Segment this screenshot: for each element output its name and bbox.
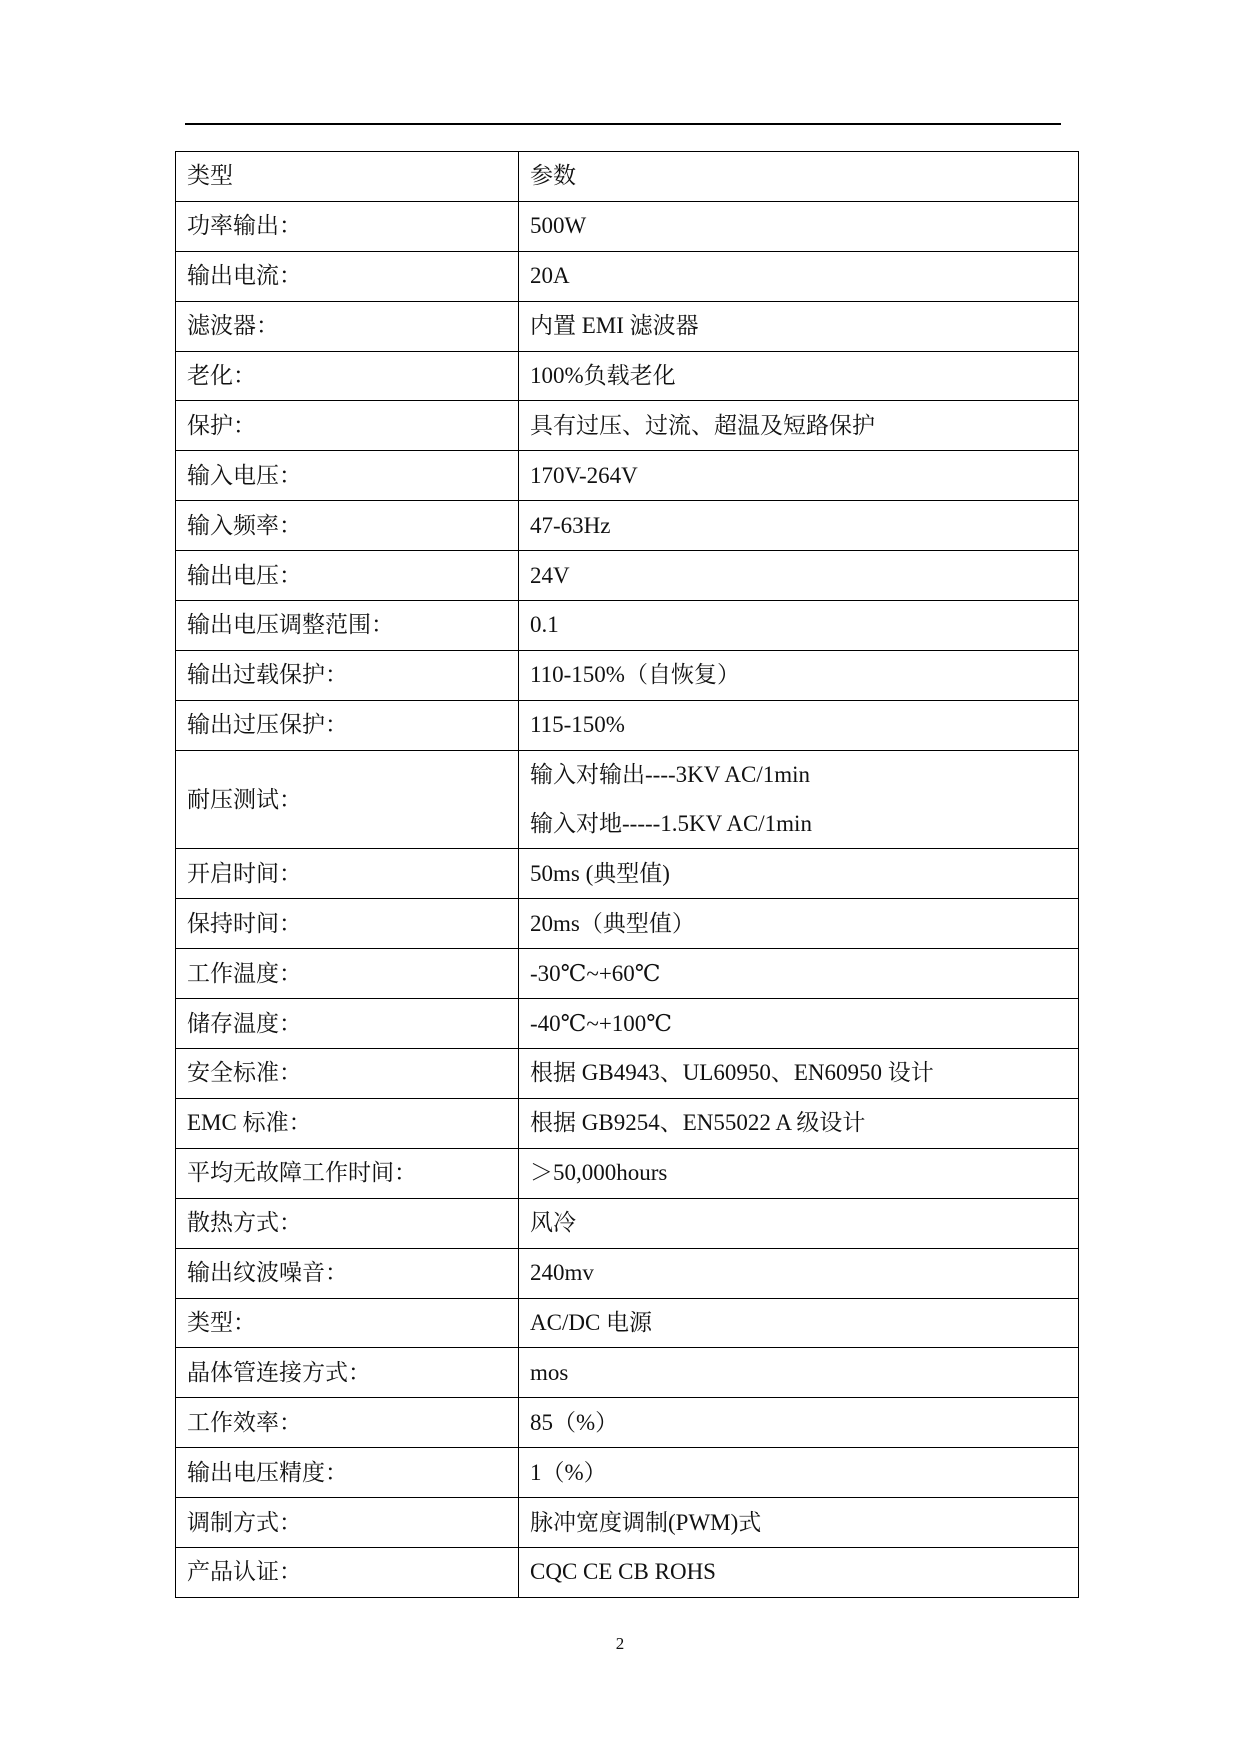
row-value: 24V <box>519 551 1079 601</box>
row-label: 功率输出： <box>176 201 519 251</box>
row-value: CQC CE CB ROHS <box>519 1547 1079 1597</box>
table-row <box>176 1498 1079 1548</box>
row-value: 85（%） <box>519 1398 1079 1448</box>
row-label: 工作效率： <box>176 1398 519 1448</box>
row-label: 输出电流： <box>176 251 519 301</box>
withstand-line-1: 输入对输出----3KV AC/1min <box>530 761 811 787</box>
header-rule <box>185 123 1061 125</box>
table-row <box>176 1298 1079 1348</box>
row-label: 输出过压保护： <box>176 700 519 750</box>
row-value: 50ms (典型值) <box>519 849 1079 899</box>
row-value: 20ms（典型值） <box>519 899 1079 949</box>
table-row <box>176 1098 1079 1148</box>
row-label: 晶体管连接方式： <box>176 1348 519 1398</box>
row-label: 输出电压： <box>176 551 519 601</box>
row-label: EMC 标准： <box>176 1098 519 1148</box>
row-value: 1（%） <box>519 1448 1079 1498</box>
row-label: 类型： <box>176 1298 519 1348</box>
row-value: 170V-264V <box>519 451 1079 501</box>
row-value: 100%负载老化 <box>519 351 1079 401</box>
table-row <box>176 1348 1079 1398</box>
row-label: 产品认证： <box>176 1547 519 1597</box>
row-value: -30℃~+60℃ <box>519 949 1079 999</box>
row-label: 输出过载保护： <box>176 650 519 700</box>
table-row <box>176 1198 1079 1248</box>
page-number: 2 <box>615 1634 625 1653</box>
row-label: 工作温度： <box>176 949 519 999</box>
row-label: 储存温度： <box>176 999 519 1049</box>
row-label: 保持时间： <box>176 899 519 949</box>
row-value: 0.1 <box>519 601 1079 651</box>
row-label: 输入频率： <box>176 501 519 551</box>
table-row <box>176 451 1079 501</box>
header-type: 类型 <box>176 152 519 202</box>
table-row <box>176 899 1079 949</box>
row-value: mos <box>519 1348 1079 1398</box>
table-row <box>176 999 1079 1049</box>
table-row <box>176 700 1079 750</box>
row-label: 开启时间： <box>176 849 519 899</box>
row-value: ＞50,000hours <box>519 1148 1079 1198</box>
table-row <box>176 201 1079 251</box>
row-value: 具有过压、过流、超温及短路保护 <box>519 401 1079 451</box>
row-label: 保护： <box>176 401 519 451</box>
table-row <box>176 551 1079 601</box>
row-value: 根据 GB9254、EN55022 A 级设计 <box>519 1098 1079 1148</box>
table-row <box>176 1398 1079 1448</box>
table-row <box>176 1547 1079 1597</box>
row-value: 风冷 <box>519 1198 1079 1248</box>
table-row <box>176 1248 1079 1298</box>
row-label: 输入电压： <box>176 451 519 501</box>
row-label: 老化： <box>176 351 519 401</box>
table-row <box>176 301 1079 351</box>
row-label: 耐压测试： <box>176 750 519 849</box>
table-row <box>176 501 1079 551</box>
row-value: 110-150%（自恢复） <box>519 650 1079 700</box>
row-value: 115-150% <box>519 700 1079 750</box>
table-row <box>176 1148 1079 1198</box>
row-value: 20A <box>519 251 1079 301</box>
table-row <box>176 351 1079 401</box>
row-value: 240mv <box>519 1248 1079 1298</box>
table-row-withstand <box>176 750 1079 849</box>
spec-table <box>175 151 1079 1598</box>
row-label: 散热方式： <box>176 1198 519 1248</box>
row-value: 根据 GB4943、UL60950、EN60950 设计 <box>519 1049 1079 1099</box>
table-row <box>176 650 1079 700</box>
row-value: -40℃~+100℃ <box>519 999 1079 1049</box>
table-row <box>176 401 1079 451</box>
row-value: AC/DC 电源 <box>519 1298 1079 1348</box>
table-row <box>176 251 1079 301</box>
row-label: 平均无故障工作时间： <box>176 1148 519 1198</box>
table-row <box>176 949 1079 999</box>
withstand-line-2: 输入对地-----1.5KV AC/1min <box>530 810 812 836</box>
row-label: 输出电压调整范围： <box>176 601 519 651</box>
row-label: 输出纹波噪音： <box>176 1248 519 1298</box>
table-row <box>176 849 1079 899</box>
row-label: 安全标准： <box>176 1049 519 1099</box>
table-row <box>176 1049 1079 1099</box>
row-value: 脉冲宽度调制(PWM)式 <box>519 1498 1079 1548</box>
row-value: 内置 EMI 滤波器 <box>519 301 1079 351</box>
row-value: 500W <box>519 201 1079 251</box>
row-value: 47-63Hz <box>519 501 1079 551</box>
table-header-row <box>176 152 1079 202</box>
row-value-multiline <box>519 750 1079 849</box>
header-param: 参数 <box>519 152 1079 202</box>
row-label: 调制方式： <box>176 1498 519 1548</box>
table-row <box>176 1448 1079 1498</box>
table-row <box>176 601 1079 651</box>
row-label: 滤波器： <box>176 301 519 351</box>
row-label: 输出电压精度： <box>176 1448 519 1498</box>
